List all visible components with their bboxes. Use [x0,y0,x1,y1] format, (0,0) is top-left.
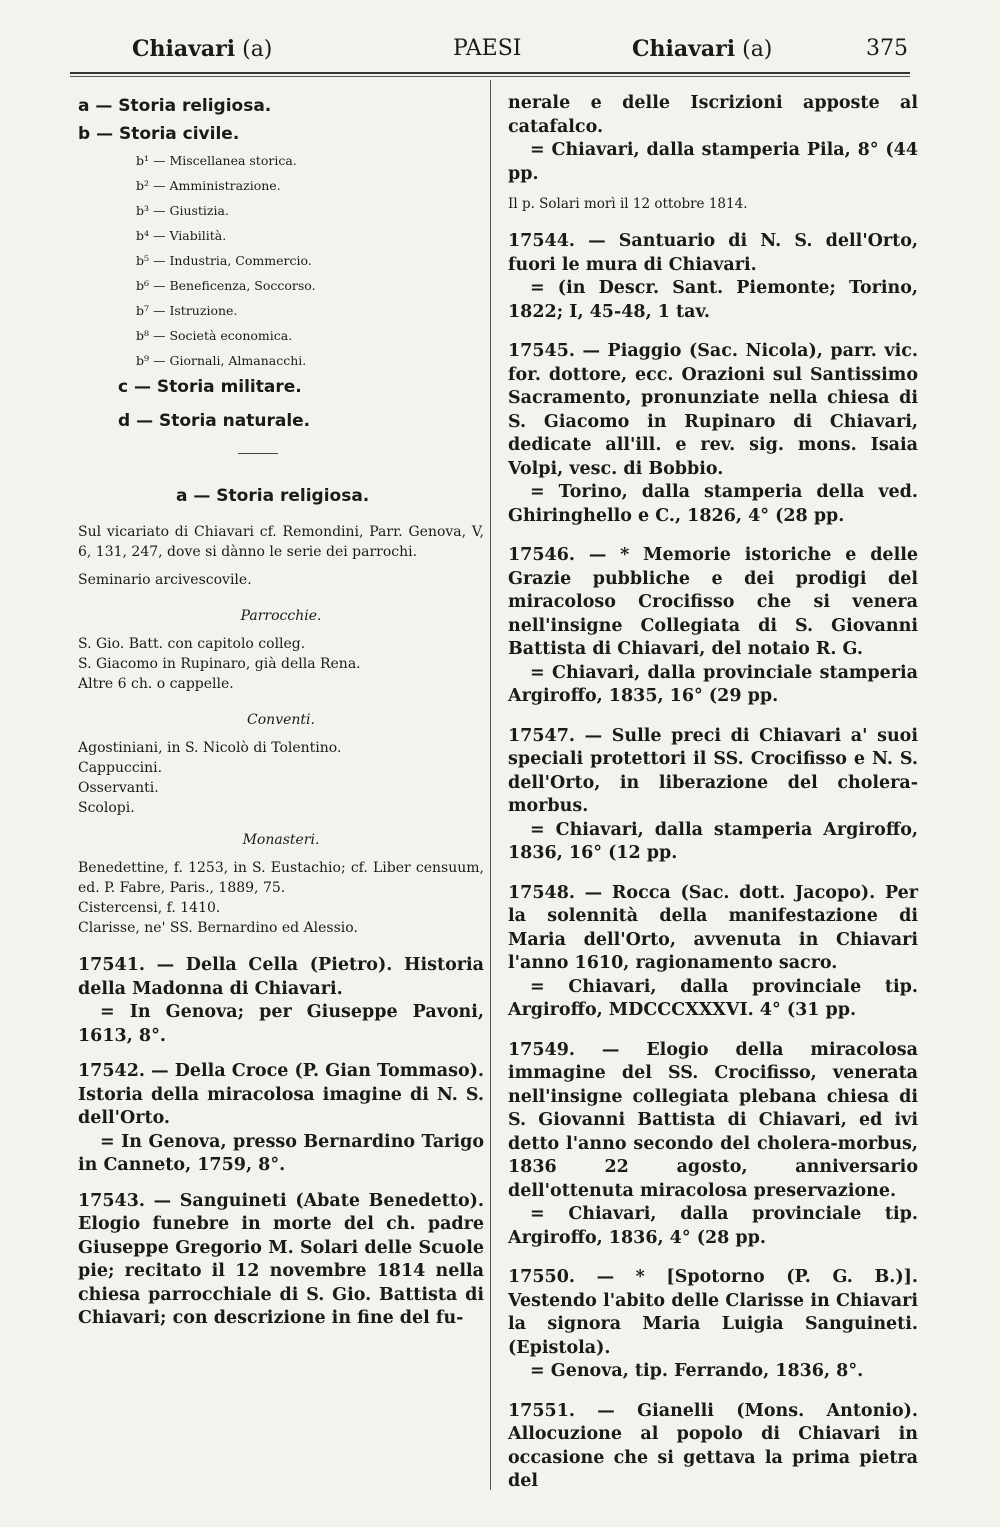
entry-17551: 17551. — Gianelli (Mons. Antonio). Allocuzione al popolo di Chiavari in occasione che si gettava la prima pietra del [508,1400,918,1491]
toc-sub-9: b⁹ — Giornali, Almanacchi. [136,353,307,368]
header-rule [70,72,910,74]
header-left [132,36,272,62]
header-left-suffix: (a) [242,37,273,62]
seminario: Seminario arcivescovile. [78,572,252,588]
entry-17546-pub: = Chiavari, dalla provinciale stamperia Argiroffo, 1835, 16° (29 pp. [508,662,918,706]
entry-17544-pub: = (in Descr. Sant. Piemonte; Torino, 1822; I, 45-48, 1 tav. [508,278,918,322]
monastero-item: Clarisse, ne' SS. Bernardino ed Alessio. [78,920,358,936]
convento-item: Cappuccini. [78,760,163,776]
right-column [508,92,918,1494]
header-right-title: Chiavari [632,36,736,62]
entry-17543-pub: = Chiavari, dalla stamperia Pila, 8° (44 pp. [508,140,918,184]
toc-sub-5: b⁵ — Industria, Commercio. [136,253,312,268]
header-center: PAESI [453,36,522,61]
parrocchie-title: Parrocchie. [240,608,322,624]
convento-item: Scolopi. [78,800,135,816]
toc-sub-6: b⁶ — Beneficenza, Soccorso. [136,278,316,293]
entry-17549-pub: = Chiavari, dalla provinciale tip. Argiroffo, 1836, 4° (28 pp. [508,1204,918,1248]
entry-17543-note: Il p. Solari morì il 12 ottobre 1814. [508,196,748,212]
header-right [632,36,772,62]
running-header [70,36,910,72]
toc-sub-7: b⁷ — Istruzione. [136,303,238,318]
parrocchia-item: S. Gio. Batt. con capitolo colleg. [78,636,306,652]
parrocchia-item: Altre 6 ch. o cappelle. [78,676,234,692]
column-divider [490,80,491,1490]
entry-17541-pub: = In Genova; per Giuseppe Pavoni, 1613, 8°. [78,1002,484,1046]
entry-17542: 17542. — Della Croce (P. Gian Tommaso). Istoria della miracolosa imagine di N. S. dell'Orto. [78,1061,484,1128]
toc-sub-8: b⁸ — Società economica. [136,328,293,343]
left-column [78,92,484,1331]
entry-17543-cont: nerale e delle Iscrizioni apposte al catafalco. [508,93,918,137]
entry-17547-pub: = Chiavari, dalla stamperia Argiroffo, 1836, 16° (12 pp. [508,819,918,863]
entry-17550: 17550. — * [Spotorno (P. G. B.)]. Vestendo l'abito delle Clarisse in Chiavari la signora Maria Luigia Sanguineti. (Epistola). [508,1267,918,1358]
toc-c: c — Storia militare. [118,377,302,397]
section-a-title: a — Storia religiosa. [176,486,370,506]
parrocchia-item: S. Giacomo in Rupinaro, già della Rena. [78,656,361,672]
convento-item: Agostiniani, in S. Nicolò di Tolentino. [78,740,342,756]
toc-d: d — Storia naturale. [118,411,311,431]
convento-item: Osservanti. [78,780,159,796]
toc-sub-4: b⁴ — Viabilità. [136,228,227,243]
entry-17543: 17543. — Sanguineti (Abate Benedetto). Elogio funebre in morte del ch. padre Giuseppe Gregorio M. Solari delle Scuole pie; recitato il 12 novembre 1814 nella chiesa parrocchiale di S. Gio. Battista di Chiavari; con descrizione in fine del fu- [78,1190,484,1328]
entry-17545: 17545. — Piaggio (Sac. Nicola), parr. vic. for. dottore, ecc. Orazioni sul Santissimo Sacramento, pronunziate nella chiesa di S. Giacomo in Rupinaro di Chiavari, dedicate all'ill. e rev. sig. mons. Isaia Volpi, vesc. di Bobbio. [508,341,918,479]
entry-17546: 17546. — * Memorie istoriche e delle Grazie pubbliche e dei prodigi del miracoloso Crocifisso che si venera nell'insigne Collegiata di S. Giovanni Battista di Chiavari, del notaio R. G. [508,545,918,659]
entry-17548: 17548. — Rocca (Sac. dott. Jacopo). Per la solennità della manifestazione di Maria dell'Orto, avvenuta in Chiavari l'anno 1610, ragionamento sacro. [508,882,918,973]
entry-17544: 17544. — Santuario di N. S. dell'Orto, fuori le mura di Chiavari. [508,231,918,275]
header-left-title: Chiavari [132,36,236,62]
entry-17541: 17541. — Della Cella (Pietro). Historia della Madonna di Chiavari. [78,955,484,999]
entry-17547: 17547. — Sulle preci di Chiavari a' suoi speciali protettori il SS. Crocifisso e N. S. dell'Orto, in liberazione del cholera-morbus. [508,725,918,816]
toc-b: b — Storia civile. [78,124,240,144]
entry-17549: 17549. — Elogio della miracolosa immagine del SS. Crocifisso, venerata nell'insigne collegiata plebana chiesa di S. Giovanni Battista di Chiavari, ed ivi detto l'anno secondo del cholera-morbus, 1836 22 agosto, anniversario dell'ottenuta miracolosa preservazione. [508,1039,918,1201]
monasteri-title: Monasteri. [242,832,320,848]
monastero-item: Cistercensi, f. 1410. [78,900,221,916]
toc-sub-2: b² — Amministrazione. [136,178,281,193]
entry-17548-pub: = Chiavari, dalla provinciale tip. Argiroffo, MDCCCXXXVI. 4° (31 pp. [508,976,918,1020]
toc-sub-1: b¹ — Miscellanea storica. [136,153,297,168]
toc-a: a — Storia religiosa. [78,96,272,116]
page-number: 375 [866,36,908,61]
toc-sub-3: b³ — Giustizia. [136,203,229,218]
section-separator [238,453,278,454]
entry-17550-pub: = Genova, tip. Ferrando, 1836, 8°. [530,1361,864,1381]
section-a-intro: Sul vicariato di Chiavari cf. Remondini, Parr. Genova, V, 6, 131, 247, dove si dànno le serie dei parrochi. [78,524,484,560]
header-rule-thin [70,76,910,77]
conventi-title: Conventi. [247,712,315,728]
entry-17545-pub: = Torino, dalla stamperia della ved. Ghiringhello e C., 1826, 4° (28 pp. [508,482,918,526]
entry-17542-pub: = In Genova, presso Bernardino Tarigo in Canneto, 1759, 8°. [78,1131,484,1175]
header-right-suffix: (a) [742,37,773,62]
monastero-item: Benedettine, f. 1253, in S. Eustachio; cf. Liber censuum, ed. P. Fabre, Paris., 1889, 75. [78,860,484,896]
